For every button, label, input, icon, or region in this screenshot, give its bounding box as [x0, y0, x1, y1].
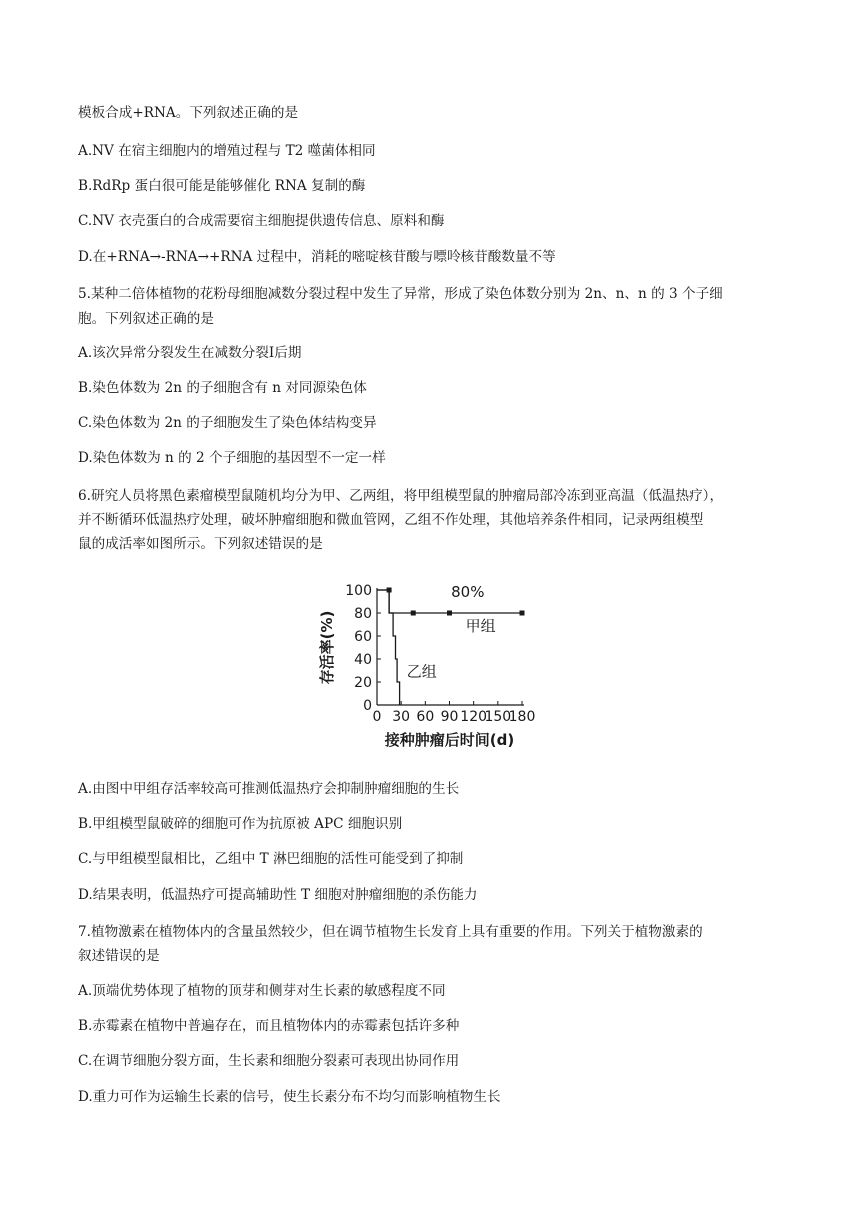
x-tick-label: 0 [372, 709, 382, 725]
question-7-stem: 7.植物激素在植物体内的含量虽然较少，但在调节植物生长发育上具有重要的作用。下列关于植物激素的 [78, 924, 703, 940]
x-tick-label: 60 [416, 709, 435, 725]
option-c: C.与甲组模型鼠相比，乙组中 T 淋巴细胞的活性可能受到了抑制 [78, 851, 464, 867]
text-line: 模板合成+RNA。下列叙述正确的是 [78, 105, 299, 121]
x-tick-label: 150 [484, 709, 512, 725]
y-tick-label: 60 [354, 629, 372, 645]
question-5-stem-cont: 胞。下列叙述正确的是 [78, 311, 214, 327]
question-7-stem-cont: 叙述错误的是 [78, 948, 160, 964]
y-tick-label: 0 [363, 698, 372, 714]
series-label-jia: 甲组 [465, 617, 496, 635]
option-d: D.染色体数为 n 的 2 个子细胞的基因型不一定一样 [78, 450, 386, 466]
y-tick-label: 40 [354, 652, 372, 668]
option-a: A.该次异常分裂发生在减数分裂Ⅰ后期 [78, 345, 302, 361]
survival-chart-svg [310, 572, 550, 762]
y-tick-label: 100 [345, 583, 372, 599]
x-tick-label: 30 [392, 709, 411, 725]
data-point [447, 611, 452, 616]
y-axis-label: 存活率(%) [318, 610, 336, 685]
survival-chart [310, 572, 550, 762]
option-b: B.赤霉素在植物中普遍存在，而且植物体内的赤霉素包括许多种 [78, 1018, 460, 1034]
question-5-stem: 5.某种二倍体植物的花粉母细胞减数分裂过程中发生了异常，形成了染色体数分别为 2n、n、n 的 3 个子细 [78, 286, 723, 302]
y-tick-label: 20 [354, 675, 372, 691]
option-a: A.顶端优势体现了植物的顶芽和侧芽对生长素的敏感程度不同 [78, 983, 446, 999]
annotation-80-percent: 80% [451, 583, 485, 601]
question-6-stem: 6.研究人员将黑色素瘤模型鼠随机均分为甲、乙两组，将甲组模型鼠的肿瘤局部冷冻到亚高温（低温热疗）， [78, 488, 724, 504]
y-tick-label: 80 [354, 606, 372, 622]
x-axis-label: 接种肿瘤后时间(d) [384, 731, 515, 749]
series-label-yi: 乙组 [406, 662, 437, 681]
series-line-2 [377, 590, 400, 705]
option-d: D.结果表明，低温热疗可提高辅助性 T 细胞对肿瘤细胞的杀伤能力 [78, 887, 478, 903]
option-b: B.甲组模型鼠破碎的细胞可作为抗原被 APC 细胞识别 [78, 816, 403, 832]
option-b: B.RdRp 蛋白很可能是能够催化 RNA 复制的酶 [78, 178, 366, 194]
option-d: D.在+RNA→-RNA→+RNA 过程中，消耗的嘧啶核苷酸与嘌呤核苷酸数量不等 [78, 249, 556, 265]
option-c: C.染色体数为 2n 的子细胞发生了染色体结构变异 [78, 415, 377, 431]
option-a: A.NV 在宿主细胞内的增殖过程与 T2 噬菌体相同 [78, 143, 376, 159]
x-tick-label: 120 [460, 709, 488, 725]
option-c: C.在调节细胞分裂方面，生长素和细胞分裂素可表现出协同作用 [78, 1053, 460, 1069]
option-a: A.由图中甲组存活率较高可推测低温热疗会抑制肿瘤细胞的生长 [78, 781, 460, 797]
series-line-1 [377, 590, 522, 613]
option-c: C.NV 衣壳蛋白的合成需要宿主细胞提供遗传信息、原料和酶 [78, 213, 445, 229]
question-6-stem-cont: 鼠的成活率如图所示。下列叙述错误的是 [78, 536, 323, 552]
x-tick-label: 180 [508, 709, 536, 725]
data-point [520, 611, 525, 616]
data-point [411, 611, 416, 616]
question-6-stem-cont: 并不断循环低温热疗处理，破坏肿瘤细胞和微血管网，乙组不作处理，其他培养条件相同，记录两组模型 [78, 512, 704, 528]
x-tick-label: 90 [440, 709, 459, 725]
option-d: D.重力可作为运输生长素的信号，使生长素分布不均匀而影响植物生长 [78, 1089, 501, 1105]
option-b: B.染色体数为 2n 的子细胞含有 n 对同源染色体 [78, 380, 367, 396]
